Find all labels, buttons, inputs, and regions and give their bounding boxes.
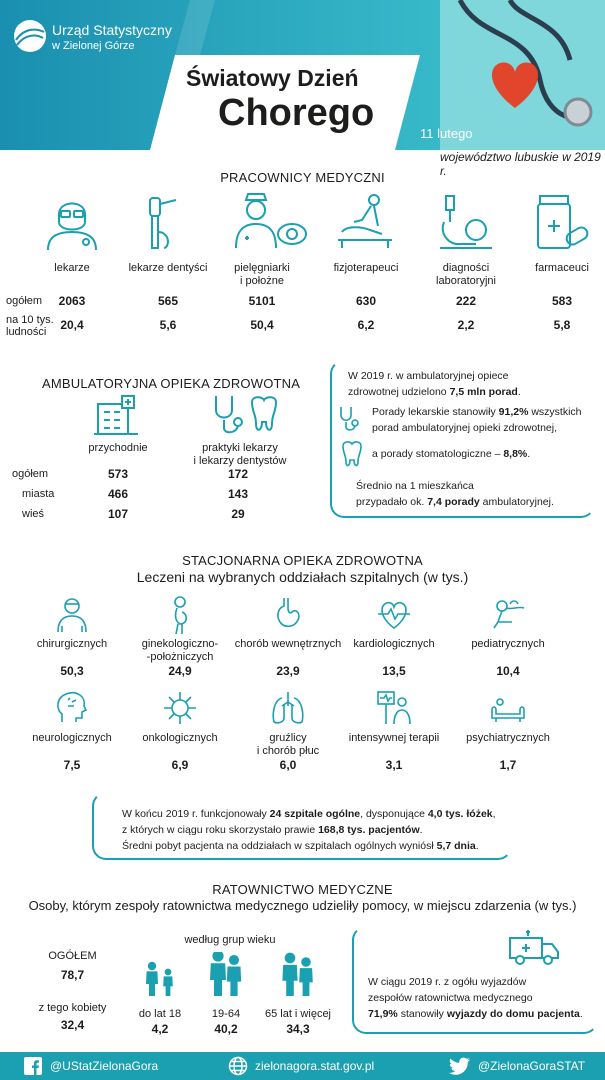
amb-p4-line2 bbox=[356, 494, 586, 510]
footer-bar bbox=[0, 1052, 605, 1080]
tooth-icon bbox=[340, 440, 364, 468]
logo-line2: w Zielonej Górze bbox=[52, 40, 135, 52]
virus-cell-icon bbox=[160, 688, 200, 728]
staff-column-label bbox=[416, 262, 516, 288]
stomach-icon bbox=[268, 594, 308, 634]
staff-per10k-value: 5,6 bbox=[159, 318, 177, 332]
staff-total-value: 583 bbox=[551, 294, 573, 308]
staff-label-line1: lekarze bbox=[54, 262, 90, 274]
emergency-total-value: 78,7 bbox=[60, 968, 85, 982]
hosp-l1-bold1: 24 szpitale ogólne bbox=[269, 808, 361, 820]
staff-label-line1: diagności bbox=[442, 262, 490, 274]
ward-label bbox=[334, 732, 454, 745]
ward-label bbox=[120, 732, 240, 745]
region-note: województwo lubuskie w 2019 r. bbox=[440, 150, 601, 178]
staff-total-value: 565 bbox=[157, 294, 179, 308]
ward-value: 1,7 bbox=[499, 758, 517, 772]
title-line2: Chorego bbox=[218, 92, 375, 134]
staff-row-total-label: ogółem bbox=[6, 295, 43, 307]
ward-label bbox=[12, 732, 132, 745]
emergency-total-label: OGÓŁEM bbox=[48, 950, 97, 962]
ward-label-line2: i chorób płuc bbox=[256, 745, 320, 757]
emg-line1: W ciągu 2019 r. z ogółu wyjazdów bbox=[368, 976, 527, 988]
hospital-info-text bbox=[122, 806, 512, 854]
ward-value: 13,5 bbox=[382, 664, 406, 678]
ambulance-icon bbox=[508, 930, 560, 968]
emergency-women-label: z tego kobiety bbox=[38, 1002, 107, 1014]
ambulatory-row-label: miasta bbox=[22, 488, 55, 500]
child-icon bbox=[488, 594, 528, 634]
clinics-value: 107 bbox=[107, 507, 129, 521]
hosp-l1-bold2: 4,0 tys. łóżek bbox=[427, 808, 493, 820]
facebook-link[interactable]: @UStatZielonaGora bbox=[50, 1059, 159, 1073]
ward-label bbox=[448, 638, 568, 651]
amb-p1-text: zdrowotnej udzielono bbox=[348, 386, 450, 398]
ward-label-line1: intensywnej terapii bbox=[348, 732, 440, 744]
ambulatory-info-p1 bbox=[348, 368, 588, 400]
ward-label-line1: neurologicznych bbox=[32, 732, 112, 744]
ward-label-line1: gruźlicy bbox=[269, 732, 307, 744]
emergency-women-value: 32,4 bbox=[60, 1018, 85, 1032]
globe-icon bbox=[228, 1056, 248, 1076]
ward-label-line1: ginekologiczno- bbox=[141, 638, 219, 650]
stethoscope-icon bbox=[336, 404, 364, 434]
couch-icon bbox=[488, 688, 528, 728]
staff-column-label bbox=[316, 262, 416, 275]
ward-label-line1: pediatrycznych bbox=[471, 638, 545, 650]
staff-label-line1: pielęgniarki bbox=[234, 262, 290, 274]
emg-text: stanowiły bbox=[397, 1008, 447, 1020]
amb-p2-line1 bbox=[372, 404, 592, 420]
clinic-building-icon bbox=[92, 394, 142, 438]
ward-label-line1: chirurgicznych bbox=[36, 638, 108, 650]
amb-p3-bold: 8,8% bbox=[503, 448, 528, 460]
ward-value: 3,1 bbox=[385, 758, 403, 772]
ambulatory-row-label: ogółem bbox=[12, 468, 49, 480]
ward-value: 10,4 bbox=[496, 664, 520, 678]
ambulatory-info-p2 bbox=[372, 404, 592, 436]
physiotherapy-icon bbox=[336, 192, 396, 252]
emergency-section-subtitle: Osoby, którym zespoły ratownictwa medycznego udzieliły pomocy, w miejscu zdarzenia (w tys.) bbox=[28, 898, 577, 913]
emergency-section-title: RATOWNICTWO MEDYCZNE bbox=[212, 882, 393, 897]
age-group-value: 34,3 bbox=[286, 1022, 310, 1036]
amb-p2-text-b: wszystkich bbox=[528, 406, 582, 418]
staff-label-line1: fizjoterapeuci bbox=[333, 262, 399, 274]
practices-value: 143 bbox=[227, 487, 249, 501]
emg-line3 bbox=[368, 1006, 594, 1022]
staff-column-label bbox=[212, 262, 312, 288]
amb-p4-line1: Średnio na 1 mieszkańca bbox=[356, 480, 474, 492]
amb-p2-line2: porad ambulatoryjnej opieki zdrowotnej, bbox=[372, 422, 558, 434]
staff-row-per10k-label bbox=[6, 314, 54, 338]
ward-label-line1: chorób wewnętrznych bbox=[234, 638, 342, 650]
ward-label-line2: -położniczych bbox=[146, 651, 214, 663]
website-link[interactable]: zielonagora.stat.gov.pl bbox=[255, 1059, 375, 1073]
facebook-icon[interactable] bbox=[24, 1057, 42, 1075]
practices-value: 29 bbox=[231, 507, 245, 521]
children-icon bbox=[135, 952, 185, 1000]
amb-p1-bold: 7,5 mln porad bbox=[449, 386, 518, 398]
staff-column-label bbox=[512, 262, 605, 275]
per10k-label-line1: na 10 tys. bbox=[6, 314, 54, 326]
ambulatory-info-p4 bbox=[356, 478, 586, 510]
logo-name bbox=[52, 22, 172, 54]
hosp-l1-b: , dysponujące bbox=[360, 808, 428, 820]
hosp-l2-c: . bbox=[419, 824, 423, 836]
hosp-line1 bbox=[122, 806, 512, 822]
ward-label bbox=[228, 638, 348, 651]
hosp-line3 bbox=[122, 838, 512, 854]
staff-label-line1: farmaceuci bbox=[535, 262, 589, 274]
hosp-l1-a: W końcu 2019 r. funkcjonowały bbox=[122, 808, 270, 820]
staff-total-value: 2063 bbox=[58, 294, 86, 308]
ward-label bbox=[120, 638, 240, 664]
practices-label-line1: praktyki lekarzy bbox=[202, 442, 278, 454]
hosp-l3-bold: 5,7 dnia bbox=[436, 840, 476, 852]
twitter-link[interactable]: @ZielonaGoraSTAT bbox=[478, 1059, 586, 1073]
intensive-care-icon bbox=[374, 688, 414, 728]
staff-label-line1: lekarze dentyści bbox=[128, 262, 208, 274]
dental-drill-icon bbox=[140, 192, 200, 252]
staff-column-label bbox=[22, 262, 122, 275]
hosp-l2-a: z których w ciągu roku skorzystało prawie bbox=[122, 824, 319, 836]
hosp-l1-c: , bbox=[492, 808, 496, 820]
ward-label-line1: onkologicznych bbox=[142, 732, 218, 744]
hosp-l3-a: Średni pobyt pacjenta na oddziałach w szpitalach ogólnych wyniósł bbox=[122, 840, 437, 852]
amb-p1-end: . bbox=[517, 386, 521, 398]
title-line1: Światowy Dzień bbox=[186, 65, 359, 91]
header-banner bbox=[0, 0, 605, 160]
practices-label bbox=[180, 442, 300, 468]
ward-value: 50,3 bbox=[60, 664, 84, 678]
hosp-line2 bbox=[122, 822, 512, 838]
amb-p3-text: a porady stomatologiczne – bbox=[372, 448, 504, 460]
ambulatory-row-label: wieś bbox=[22, 508, 45, 520]
amb-p4-text: przypadało ok. bbox=[356, 496, 428, 508]
emg-bold1: 71,9% bbox=[368, 1008, 398, 1020]
clinics-value: 466 bbox=[107, 487, 129, 501]
staff-label-line2: i położne bbox=[239, 275, 285, 287]
age-group-label: 65 lat i więcej bbox=[264, 1008, 332, 1020]
ward-value: 7,5 bbox=[63, 758, 81, 772]
age-group-value: 4,2 bbox=[151, 1022, 169, 1036]
age-group-label: 19-64 bbox=[211, 1008, 241, 1020]
ward-label bbox=[12, 638, 132, 651]
staff-per10k-value: 50,4 bbox=[250, 318, 274, 332]
staff-column-label bbox=[118, 262, 218, 275]
age-group-value: 40,2 bbox=[214, 1022, 238, 1036]
hospital-section-subtitle: Leczeni na wybranych oddziałach szpitalnych (w tys.) bbox=[136, 569, 469, 585]
emg-end: . bbox=[579, 1008, 583, 1020]
staff-label-line2: laboratoryjni bbox=[436, 275, 496, 287]
clinics-value: 573 bbox=[107, 467, 129, 481]
per10k-label-line2: ludności bbox=[6, 326, 47, 338]
staff-per10k-value: 5,8 bbox=[553, 318, 571, 332]
amb-p3-end: . bbox=[527, 448, 531, 460]
amb-p1-line1: W 2019 r. w ambulatoryjnej opiece bbox=[348, 370, 509, 382]
doctor-icon bbox=[42, 192, 102, 252]
ward-value: 6,0 bbox=[279, 758, 297, 772]
ward-label bbox=[448, 732, 568, 745]
nurse-icon bbox=[232, 190, 312, 252]
emg-line2: zespołów ratownictwa medycznego bbox=[368, 992, 533, 1004]
staff-total-value: 630 bbox=[355, 294, 377, 308]
ward-label-line1: kardiologicznych bbox=[353, 638, 435, 650]
staff-per10k-value: 6,2 bbox=[357, 318, 375, 332]
surgeon-icon bbox=[52, 594, 92, 634]
logo-line1: Urząd Statystyczny bbox=[52, 22, 172, 38]
pharmacy-icon bbox=[532, 192, 592, 252]
ward-label-line1: psychiatrycznych bbox=[466, 732, 550, 744]
microscope-icon bbox=[436, 192, 496, 252]
twitter-icon[interactable] bbox=[449, 1057, 471, 1075]
practices-label-line2: i lekarzy dentystów bbox=[193, 455, 287, 467]
seniors-icon bbox=[273, 952, 323, 1000]
staff-total-value: 222 bbox=[455, 294, 477, 308]
logo-icon bbox=[12, 18, 48, 54]
ward-value: 24,9 bbox=[168, 664, 192, 678]
amb-p1-line2 bbox=[348, 384, 588, 400]
pregnancy-icon bbox=[160, 594, 200, 634]
staff-total-value: 5101 bbox=[248, 294, 276, 308]
emergency-info-text bbox=[368, 974, 594, 1022]
staff-per10k-value: 20,4 bbox=[60, 318, 84, 332]
practices-value: 172 bbox=[227, 467, 249, 481]
emg-bold2: wyjazdy do domu pacjenta bbox=[446, 1008, 580, 1020]
heart-icon bbox=[374, 594, 414, 634]
head-brain-icon bbox=[52, 688, 92, 728]
clinics-label: przychodnie bbox=[88, 442, 148, 454]
amb-p2-text: Porady lekarskie stanowiły bbox=[372, 406, 499, 418]
adults-icon bbox=[201, 952, 251, 1000]
ambulatory-section-title: AMBULATORYJNA OPIEKA ZDROWOTNA bbox=[42, 376, 301, 391]
staff-per10k-value: 2,2 bbox=[457, 318, 475, 332]
amb-p4-end: ambulatoryjnej. bbox=[479, 496, 554, 508]
ward-value: 6,9 bbox=[171, 758, 189, 772]
ambulatory-info-p3 bbox=[372, 446, 530, 462]
age-groups-title: według grup wieku bbox=[184, 934, 276, 946]
hosp-l2-bold: 168,8 tys. pacjentów bbox=[318, 824, 420, 836]
hosp-l3-c: . bbox=[475, 840, 479, 852]
amb-p4-bold: 7,4 porady bbox=[427, 496, 480, 508]
ward-value: 23,9 bbox=[276, 664, 300, 678]
amb-p2-bold: 91,2% bbox=[498, 406, 529, 418]
age-group-label: do lat 18 bbox=[138, 1008, 182, 1020]
stethoscope-tooth-icon bbox=[208, 392, 278, 438]
hospital-section-title: STACJONARNA OPIEKA ZDROWOTNA bbox=[182, 553, 423, 568]
lungs-icon bbox=[268, 688, 308, 728]
ward-label bbox=[228, 732, 348, 758]
staff-section-title: PRACOWNICY MEDYCZNI bbox=[220, 170, 385, 185]
ward-label bbox=[334, 638, 454, 651]
event-date: 11 lutego bbox=[420, 126, 473, 141]
